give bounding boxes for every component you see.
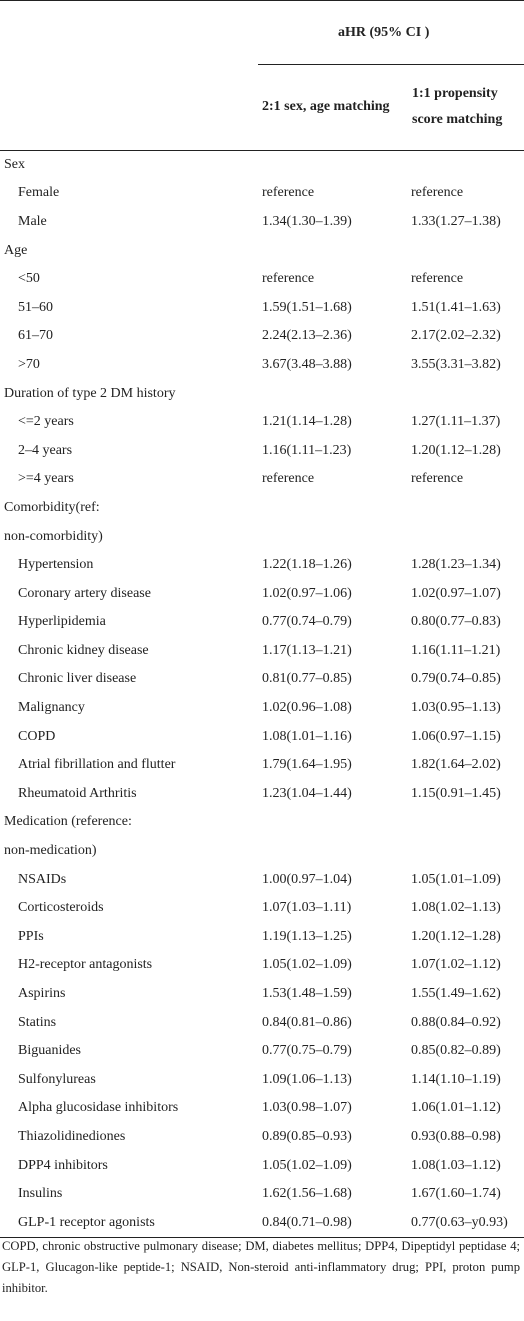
row-label: H2-receptor antagonists xyxy=(18,957,153,973)
cell-propensity-matching xyxy=(408,522,524,551)
cell-propensity-matching: 1.07(1.02–1.12) xyxy=(411,957,501,973)
cell-propensity-matching: 1.16(1.11–1.21) xyxy=(411,642,501,658)
cell-sex-age-matching: 1.22(1.18–1.26) xyxy=(262,557,352,573)
row-category-label: non-medication) xyxy=(4,843,97,859)
row-label: Corticosteroids xyxy=(18,900,104,916)
cell-sex-age-matching: 1.02(0.96–1.08) xyxy=(262,700,352,716)
table-row xyxy=(0,1180,524,1209)
cell-propensity-matching: 1.51(1.41–1.63) xyxy=(411,299,501,315)
cell-sex-age-matching: 0.81(0.77–0.85) xyxy=(262,671,352,687)
group-header-ahr: aHR (95% CI ) xyxy=(258,1,524,65)
table-row xyxy=(0,751,524,780)
cell-sex-age-matching xyxy=(258,808,408,837)
table-row xyxy=(0,1151,524,1180)
cell-propensity-matching: 1.03(0.95–1.13) xyxy=(411,700,501,716)
header-empty-cell xyxy=(0,1,258,65)
table-footnote: COPD, chronic obstructive pulmonary disease; DM, diabetes mellitus; DPP4, Dipeptidyl peptidase 4; GLP-1, Glucagon-like peptide-1; NSAID, Non-steroid anti-inflammatory drug; PPI, proton pump inhibitor. xyxy=(2,1239,520,1295)
row-label: Male xyxy=(18,213,47,229)
cell-propensity-matching xyxy=(408,379,524,408)
cell-propensity-matching: 1.82(1.64–2.02) xyxy=(411,757,501,773)
row-label: Biguanides xyxy=(18,1043,81,1059)
cell-propensity-matching: 1.05(1.01–1.09) xyxy=(411,871,501,887)
cell-propensity-matching: 0.85(0.82–0.89) xyxy=(411,1043,501,1059)
cell-sex-age-matching xyxy=(258,150,408,179)
cell-propensity-matching: 0.79(0.74–0.85) xyxy=(411,671,501,687)
table-row xyxy=(0,1066,524,1095)
cell-sex-age-matching xyxy=(258,522,408,551)
cell-propensity-matching xyxy=(408,837,524,866)
table-row xyxy=(0,408,524,437)
row-label: Chronic kidney disease xyxy=(18,642,149,658)
cell-propensity-matching: 1.55(1.49–1.62) xyxy=(411,986,501,1002)
row-label: >=4 years xyxy=(18,471,74,487)
cell-sex-age-matching: 1.05(1.02–1.09) xyxy=(262,957,352,973)
cell-sex-age-matching: 1.21(1.14–1.28) xyxy=(262,414,352,430)
table-row xyxy=(0,780,524,809)
cell-propensity-matching: 1.06(1.01–1.12) xyxy=(411,1100,501,1116)
cell-propensity-matching: 1.28(1.23–1.34) xyxy=(411,557,501,573)
cell-sex-age-matching xyxy=(258,236,408,265)
cell-sex-age-matching: reference xyxy=(262,185,315,201)
cell-propensity-matching: 0.93(0.88–0.98) xyxy=(411,1128,501,1144)
cell-propensity-matching: 0.77(0.63–y0.93) xyxy=(408,1208,524,1237)
column-header-propensity-matching: 1:1 propensity score matching xyxy=(408,65,524,151)
cell-sex-age-matching xyxy=(258,379,408,408)
table-row xyxy=(0,694,524,723)
row-label: Statins xyxy=(18,1014,57,1030)
row-label: COPD xyxy=(18,728,56,744)
cell-propensity-matching: 1.20(1.12–1.28) xyxy=(411,442,501,458)
cell-propensity-matching: 1.33(1.27–1.38) xyxy=(411,213,501,229)
cell-sex-age-matching: 1.19(1.13–1.25) xyxy=(262,928,352,944)
cell-sex-age-matching: 1.17(1.13–1.21) xyxy=(262,642,352,658)
cell-sex-age-matching: 1.23(1.04–1.44) xyxy=(262,785,352,801)
cell-sex-age-matching: reference xyxy=(262,471,315,487)
table-row xyxy=(0,665,524,694)
cell-sex-age-matching: reference xyxy=(262,271,315,287)
row-label: Thiazolidinediones xyxy=(18,1128,126,1144)
table-row xyxy=(0,522,524,551)
header-empty-cell-2 xyxy=(0,65,258,151)
cell-sex-age-matching: 3.67(3.48–3.88) xyxy=(262,356,352,372)
cell-propensity-matching xyxy=(408,808,524,837)
cell-propensity-matching: 3.55(3.31–3.82) xyxy=(411,356,501,372)
table-row xyxy=(0,293,524,322)
table-row xyxy=(0,1037,524,1066)
table-row xyxy=(0,322,524,351)
row-label: Hyperlipidemia xyxy=(18,614,106,630)
cell-sex-age-matching: 1.08(1.01–1.16) xyxy=(262,728,352,744)
table-row xyxy=(0,379,524,408)
cell-sex-age-matching: 1.79(1.64–1.95) xyxy=(262,757,352,773)
cell-propensity-matching: 1.15(0.91–1.45) xyxy=(411,785,501,801)
row-label: Rheumatoid Arthritis xyxy=(18,785,137,801)
table-row xyxy=(0,265,524,294)
table-row xyxy=(0,236,524,265)
row-label: 2–4 years xyxy=(18,442,73,458)
cell-propensity-matching: 1.67(1.60–1.74) xyxy=(411,1186,501,1202)
cell-sex-age-matching: 0.77(0.75–0.79) xyxy=(262,1043,352,1059)
table-row xyxy=(0,894,524,923)
cell-sex-age-matching: 1.59(1.51–1.68) xyxy=(262,299,352,315)
table-row xyxy=(0,436,524,465)
row-label: >70 xyxy=(18,356,40,372)
cell-sex-age-matching: 0.84(0.71–0.98) xyxy=(258,1208,408,1237)
cell-sex-age-matching: 0.77(0.74–0.79) xyxy=(262,614,352,630)
cell-sex-age-matching: 1.03(0.98–1.07) xyxy=(262,1100,352,1116)
row-label: <=2 years xyxy=(18,414,74,430)
row-category-label: Sex xyxy=(4,156,25,172)
cell-sex-age-matching: 1.62(1.56–1.68) xyxy=(262,1186,352,1202)
table-row xyxy=(0,951,524,980)
row-label: Hypertension xyxy=(18,557,94,573)
table-row xyxy=(0,1008,524,1037)
table-row xyxy=(0,150,524,179)
row-label: <50 xyxy=(18,271,40,287)
row-category-label: Medication (reference: xyxy=(4,814,132,830)
table-row xyxy=(0,1094,524,1123)
cell-sex-age-matching: 1.02(0.97–1.06) xyxy=(262,585,352,601)
table-row xyxy=(0,179,524,208)
cell-propensity-matching: 0.80(0.77–0.83) xyxy=(411,614,501,630)
table-header xyxy=(0,1,524,151)
cell-propensity-matching xyxy=(408,150,524,179)
table-row xyxy=(0,579,524,608)
cell-propensity-matching: 1.02(0.97–1.07) xyxy=(411,585,501,601)
table-row xyxy=(0,837,524,866)
cell-sex-age-matching: 0.89(0.85–0.93) xyxy=(262,1128,352,1144)
table-row xyxy=(0,465,524,494)
cell-sex-age-matching: 0.84(0.81–0.86) xyxy=(262,1014,352,1030)
row-category-label: non-comorbidity) xyxy=(4,528,103,544)
column-header-sex-age-matching: 2:1 sex, age matching xyxy=(258,65,408,151)
cell-propensity-matching xyxy=(408,494,524,523)
table-row xyxy=(0,608,524,637)
table-body xyxy=(0,150,524,1238)
row-label: Aspirins xyxy=(18,986,66,1002)
row-category-label: Duration of type 2 DM history xyxy=(4,385,176,401)
table-row xyxy=(0,1208,524,1237)
cell-propensity-matching: 1.14(1.10–1.19) xyxy=(411,1071,501,1087)
cell-sex-age-matching: 1.07(1.03–1.11) xyxy=(262,900,352,916)
table-row xyxy=(0,865,524,894)
cell-sex-age-matching: 2.24(2.13–2.36) xyxy=(262,328,352,344)
cell-propensity-matching: 1.20(1.12–1.28) xyxy=(411,928,501,944)
cell-sex-age-matching: 1.05(1.02–1.09) xyxy=(262,1157,352,1173)
row-category-label: Age xyxy=(4,242,28,258)
table-row xyxy=(0,808,524,837)
table-row xyxy=(0,494,524,523)
row-category-label: Comorbidity(ref: xyxy=(4,499,100,515)
cell-sex-age-matching xyxy=(258,494,408,523)
row-label: Coronary artery disease xyxy=(18,585,151,601)
cell-propensity-matching xyxy=(408,236,524,265)
cell-propensity-matching: 1.08(1.03–1.12) xyxy=(411,1157,501,1173)
cell-propensity-matching: reference xyxy=(411,271,464,287)
row-label: 61–70 xyxy=(18,328,53,344)
row-label: Malignancy xyxy=(18,700,85,716)
table-row xyxy=(0,351,524,380)
row-label: Chronic liver disease xyxy=(18,671,137,687)
row-label: GLP-1 receptor agonists xyxy=(0,1208,258,1237)
cell-propensity-matching: 0.88(0.84–0.92) xyxy=(411,1014,501,1030)
cell-propensity-matching: 1.06(0.97–1.15) xyxy=(411,728,501,744)
row-label: 51–60 xyxy=(18,299,53,315)
table-row xyxy=(0,923,524,952)
table-row xyxy=(0,208,524,237)
cell-propensity-matching: reference xyxy=(411,185,464,201)
row-label: PPIs xyxy=(18,928,44,944)
table-row xyxy=(0,1123,524,1152)
cell-sex-age-matching: 1.00(0.97–1.04) xyxy=(262,871,352,887)
cell-propensity-matching: 1.08(1.02–1.13) xyxy=(411,900,501,916)
cell-sex-age-matching: 1.34(1.30–1.39) xyxy=(262,213,352,229)
cell-sex-age-matching: 1.53(1.48–1.59) xyxy=(262,986,352,1002)
table-row xyxy=(0,637,524,666)
cell-propensity-matching: 2.17(2.02–2.32) xyxy=(411,328,501,344)
cell-propensity-matching: reference xyxy=(411,471,464,487)
cell-sex-age-matching: 1.16(1.11–1.23) xyxy=(262,442,352,458)
row-label: Atrial fibrillation and flutter xyxy=(18,757,176,773)
row-label: Sulfonylureas xyxy=(18,1071,96,1087)
row-label: NSAIDs xyxy=(18,871,67,887)
cell-sex-age-matching xyxy=(258,837,408,866)
cell-propensity-matching: 1.27(1.11–1.37) xyxy=(411,414,501,430)
row-label: DPP4 inhibitors xyxy=(18,1157,108,1173)
table-row xyxy=(0,980,524,1009)
row-label: Alpha glucosidase inhibitors xyxy=(18,1100,179,1116)
table-row xyxy=(0,722,524,751)
cell-sex-age-matching: 1.09(1.06–1.13) xyxy=(262,1071,352,1087)
row-label: Insulins xyxy=(18,1186,63,1202)
row-label: Female xyxy=(18,185,60,201)
table-row xyxy=(0,551,524,580)
